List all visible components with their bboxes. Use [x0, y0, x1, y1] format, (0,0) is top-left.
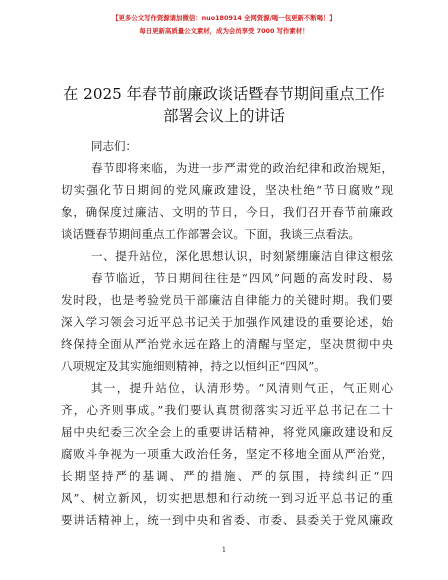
- body-line: 届中央纪委三次全会上的重要讲话精神，将党风廉政建设和反: [61, 425, 393, 439]
- body-line: 其一，提升站位，认清形势。“风清则气正，气正则心: [91, 381, 393, 395]
- section-heading: 一、提升站位，深化思想认识，时刻紧绷廉洁自律这根弦: [91, 249, 393, 263]
- body-line: 长期坚持严的基调、严的措施、严的氛围，持续纠正“四: [61, 469, 393, 483]
- promo-banner-line-2: 每日更新高质量公文素材，成为会员享受 7000 写作素材！: [139, 27, 309, 35]
- body-line: 象，确保度过廉洁、文明的节日，今日，我们召开春节前廉政: [61, 205, 393, 219]
- body-line: 春节即将来临，为进一步严肃党的政治纪律和政治规矩，: [91, 161, 393, 175]
- body-line: 深入学习领会习近平总书记关于加强作风建设的重要论述，始: [61, 315, 393, 329]
- body-line: 风”、树立新风，切实把思想和行动统一到习近平总书记的重: [61, 491, 393, 505]
- body-line: 切实强化节日期间的党风廉政建设，坚决杜绝“节日腐败”现: [61, 183, 393, 197]
- body-line: 终保持全面从严治党永远在路上的清醒与坚定，坚决贯彻中央: [61, 337, 393, 351]
- body-line: 谈话暨春节期间重点工作部署会议。下面，我谈三点看法。: [61, 227, 360, 241]
- salutation: 同志们：: [91, 139, 137, 153]
- page-number: 1: [221, 546, 227, 554]
- document-title-line-1: 在 2025 年春节前廉政谈话暨春节期间重点工作: [63, 85, 385, 103]
- body-line: 八项规定及其实施细则精神，持之以恒纠正“四风”。: [61, 359, 326, 373]
- body-line: 要讲话精神上，统一到中央和省委、市委、县委关于党风廉政: [61, 513, 393, 527]
- body-line: 发时段，也是考验党员干部廉洁自律能力的关键时期。我们要: [61, 293, 393, 307]
- body-line: 春节临近，节日期间往往是“四风”问题的高发时段、易: [91, 271, 393, 285]
- body-line: 腐败斗争视为一项重大政治任务，坚定不移地全面从严治党，: [61, 447, 393, 461]
- document-title-line-2: 部署会议上的讲话: [163, 107, 285, 125]
- promo-banner-line-1: 【更多公文写作资源请加微信：nuo180914 全网资源/喝一包更新不断喝！】: [112, 14, 336, 22]
- body-line: 齐，心齐则事成。”我们要认真贯彻落实习近平总书记在二十: [61, 403, 393, 417]
